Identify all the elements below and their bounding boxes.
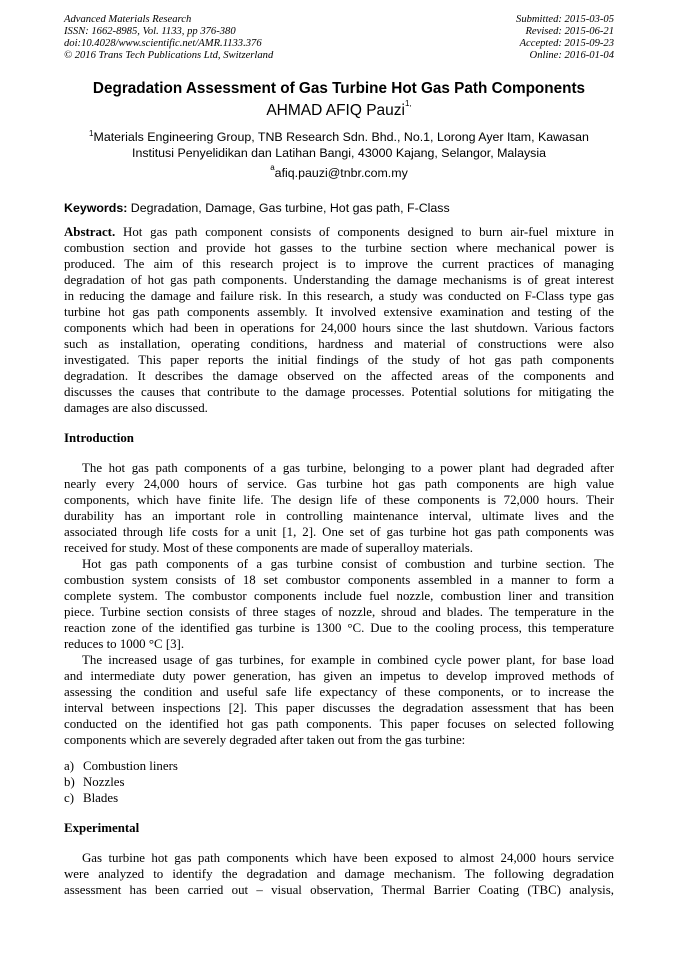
dates-info bbox=[516, 14, 614, 62]
keywords-text: Degradation, Damage, Gas turbine, Hot gas path, F-Class bbox=[127, 201, 450, 215]
affiliation-line: Materials Engineering Group, TNB Research Sdn. Bhd., No.1, Lorong Ayer Itam, Kawasan bbox=[93, 130, 589, 144]
introduction-body bbox=[64, 460, 614, 748]
list-item bbox=[64, 774, 614, 790]
email bbox=[0, 163, 678, 180]
list-marker: a) bbox=[64, 759, 75, 773]
paragraph-line: assessment has been carried out – visual observation, Thermal Barrier Coating (TBC) analysis, bbox=[64, 883, 614, 897]
email-address: afiq.pauzi@tnbr.com.my bbox=[274, 166, 408, 180]
author bbox=[0, 99, 678, 120]
abstract-line: Hot gas path component consists of components designed to burn air-fuel mixture in bbox=[115, 225, 614, 239]
abstract-line: degradation of hot gas path components. Understanding the damage mechanisms is of great interest bbox=[64, 273, 614, 287]
paragraph-line: conducted on the identified hot gas path components. This paper focuses on selected following bbox=[64, 717, 614, 731]
paragraph-line: Hot gas path components of a gas turbine consist of combustion and turbine section. The bbox=[82, 557, 614, 571]
paragraph-line: components which are severely degraded after taken out from the gas turbine: bbox=[64, 733, 466, 747]
paragraph-line: components, which have finite life. The design life of these components is 72,000 hours. Their bbox=[64, 493, 614, 507]
abstract bbox=[64, 224, 614, 416]
email-superscript: a bbox=[270, 163, 275, 172]
paragraph-line: were analyzed to identify the degradation and damage mechanism. The following degradation bbox=[64, 867, 614, 881]
list-text: Combustion liners bbox=[83, 759, 178, 773]
paragraph-line: assessing the condition and useful safe life expectancy of these components, or to increase the bbox=[64, 685, 614, 699]
copyright: © 2016 Trans Tech Publications Ltd, Switzerland bbox=[64, 50, 274, 61]
paragraph-line: durability has an important role in controlling maintenance interval, ultimate lives and the bbox=[64, 509, 614, 523]
list-marker: b) bbox=[64, 775, 75, 789]
author-name: AHMAD AFIQ Pauzi bbox=[266, 102, 405, 119]
submitted-date: Submitted: 2015-03-05 bbox=[516, 14, 614, 25]
abstract-line: produced. The aim of this research project is to improve the current practices of managing bbox=[64, 257, 614, 271]
abstract-line: discusses the causes that contribute to the damage processes. Potential solutions for mitigating the bbox=[64, 385, 614, 399]
accepted-date: Accepted: 2015-09-23 bbox=[519, 38, 614, 49]
paragraph-line: The increased usage of gas turbines, for example in combined cycle power plant, for base load bbox=[82, 653, 614, 667]
abstract-line: combustion section and provide hot gasses to the turbine section where mechanical power is bbox=[64, 241, 614, 255]
experimental-body bbox=[64, 850, 614, 898]
list-text: Blades bbox=[83, 791, 119, 805]
abstract-line: investigated. This paper reports the initial findings of the study of hot gas path components bbox=[64, 353, 614, 367]
paragraph-line: and intermediate duty power generation, has given an impetus to develop improved methods of bbox=[64, 669, 614, 683]
component-list bbox=[64, 758, 614, 806]
paragraph-line: Gas turbine hot gas path components which have been exposed to almost 24,000 hours service bbox=[82, 851, 614, 865]
paragraph-line: nearly every 24,000 hours of service. Gas turbine hot gas path components are high value bbox=[64, 477, 614, 491]
affiliation-superscript: 1 bbox=[89, 129, 94, 138]
paragraph-line: associated through life costs for a unit [1, 2]. One set of gas turbine hot gas path components was bbox=[64, 525, 614, 539]
revised-date: Revised: 2015-06-21 bbox=[525, 26, 614, 37]
abstract-line: turbine hot gas path components assembly. It involved extensive examination and testing of the bbox=[64, 305, 614, 319]
abstract-line: such as installation, operating conditions, hardness and material of constructions were also bbox=[64, 337, 614, 351]
paragraph-line: piece. Turbine section consists of three stages of nozzle, shroud and blades. The temperature in the bbox=[64, 605, 614, 619]
paragraph-line: combustion system consists of 18 set combustor components assembled in a manner to form a bbox=[64, 573, 614, 587]
doi: doi:10.4028/www.scientific.net/AMR.1133.376 bbox=[64, 38, 262, 49]
author-superscript: 1, bbox=[405, 99, 412, 108]
experimental-heading: Experimental bbox=[64, 821, 140, 835]
list-item bbox=[64, 758, 614, 774]
abstract-line: components which had been in operations for 24,000 hours since the last shutdown. Various factors bbox=[64, 321, 614, 335]
affiliation-line: Institusi Penyelidikan dan Latihan Bangi, 43000 Kajang, Selangor, Malaysia bbox=[132, 146, 546, 160]
paragraph-line: reduces to 1000 °C [3]. bbox=[64, 637, 185, 651]
paragraph-line: The hot gas path components of a gas turbine, belonging to a power plant had degraded after bbox=[82, 461, 614, 475]
paragraph-line: interval between inspections [2]. This paper discusses the degradation assessment that has been bbox=[64, 701, 614, 715]
paragraph-line: reaction zone of the identified gas turbine is 1300 °C. Due to the cooling process, this temperature bbox=[64, 621, 614, 635]
abstract-label: Abstract. bbox=[64, 225, 116, 239]
paper-title: Degradation Assessment of Gas Turbine Hot Gas Path Components bbox=[92, 80, 586, 97]
online-date: Online: 2016-01-04 bbox=[529, 50, 614, 61]
paragraph-line: received for study. Most of these components are made of superalloy materials. bbox=[64, 541, 474, 555]
introduction-heading: Introduction bbox=[64, 431, 134, 445]
keywords bbox=[64, 201, 450, 215]
paragraph-line: complete system. The combustor components include fuel nozzle, combustion liner and transition bbox=[64, 589, 614, 603]
abstract-line: damages are also discussed. bbox=[64, 401, 208, 415]
journal-name: Advanced Materials Research bbox=[64, 14, 192, 25]
journal-info bbox=[64, 14, 273, 62]
list-text: Nozzles bbox=[83, 775, 125, 789]
list-item bbox=[64, 790, 614, 806]
affiliation bbox=[0, 129, 678, 161]
abstract-line: degradation. It describes the damage observed on the affected areas of the components and bbox=[64, 369, 614, 383]
issn: ISSN: 1662-8985, Vol. 1133, pp 376-380 bbox=[64, 26, 236, 37]
abstract-line: in reducing the damage and failure risk. In this research, a study was conducted on F-Class type gas bbox=[64, 289, 614, 303]
list-marker: c) bbox=[64, 791, 75, 805]
keywords-label: Keywords: bbox=[64, 201, 128, 215]
